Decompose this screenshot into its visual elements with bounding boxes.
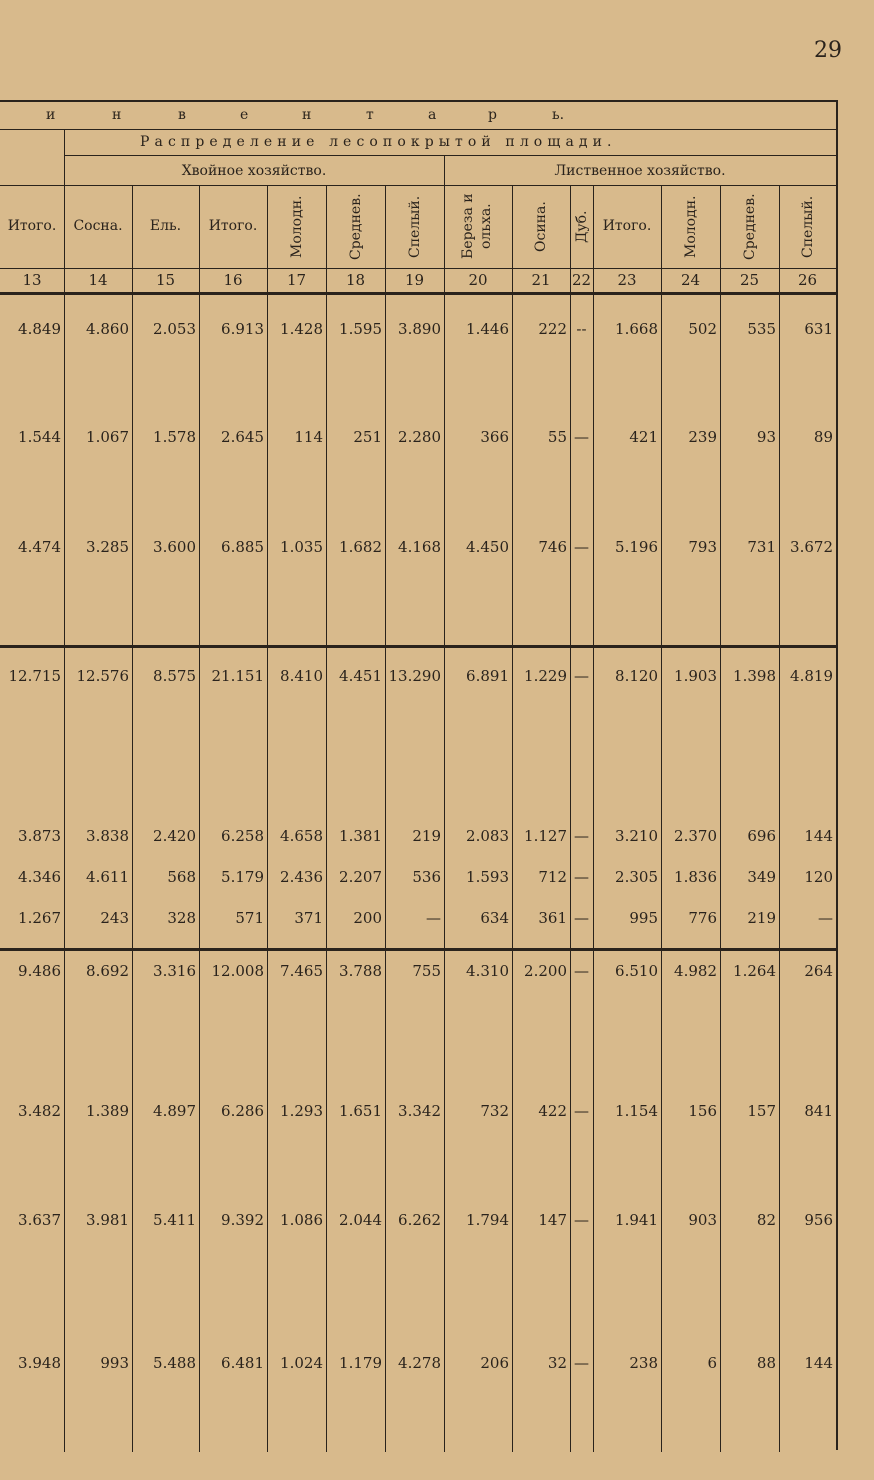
table-cell: 6.258 xyxy=(221,827,264,845)
table-cell: 841 xyxy=(804,1102,833,1120)
table-cell: 1.682 xyxy=(339,538,382,556)
table-cell: 1.067 xyxy=(86,428,129,446)
table-cell: 4.658 xyxy=(280,827,323,845)
column-label: Молодн. xyxy=(682,195,699,258)
table-cell: -- xyxy=(576,320,587,338)
table-cell: 2.053 xyxy=(153,320,196,338)
table-cell: 571 xyxy=(235,909,264,927)
table-cell: 264 xyxy=(804,962,833,980)
column-label: Молодн. xyxy=(288,195,305,258)
table-cell: 4.310 xyxy=(466,962,509,980)
table-cell: 4.474 xyxy=(18,538,61,556)
table-cell: 3.873 xyxy=(18,827,61,845)
table-cell: — xyxy=(574,1354,589,1372)
column-label: Дуб. xyxy=(573,210,590,243)
title-letter: ь. xyxy=(552,107,565,123)
table-cell: 200 xyxy=(353,909,382,927)
table-cell: 366 xyxy=(480,428,509,446)
table-cell: 361 xyxy=(538,909,567,927)
table-cell: 2.200 xyxy=(524,962,567,980)
table-cell: 144 xyxy=(804,827,833,845)
table-cell: 13.290 xyxy=(388,667,441,685)
column-label: Итого. xyxy=(7,218,57,234)
table-cell: 3.948 xyxy=(18,1354,61,1372)
section-divider xyxy=(0,645,836,648)
title-letter: т xyxy=(366,107,374,123)
table-cell: 1.544 xyxy=(18,428,61,446)
table-cell: 206 xyxy=(480,1354,509,1372)
column-rule xyxy=(661,185,662,1452)
rule-group xyxy=(0,185,836,186)
table-cell: 746 xyxy=(538,538,567,556)
table-cell: 3.342 xyxy=(398,1102,441,1120)
table-cell: 4.278 xyxy=(398,1354,441,1372)
column-number: 22 xyxy=(571,271,592,289)
table-cell: 1.179 xyxy=(339,1354,382,1372)
column-rule xyxy=(779,185,780,1452)
table-cell: 421 xyxy=(629,428,658,446)
table-cell: 696 xyxy=(747,827,776,845)
table-cell: 4.860 xyxy=(86,320,129,338)
table-cell: 2.280 xyxy=(398,428,441,446)
table-cell: 1.293 xyxy=(280,1102,323,1120)
table-cell: 349 xyxy=(747,868,776,886)
table-cell: 4.450 xyxy=(466,538,509,556)
table-cell: 4.611 xyxy=(86,868,129,886)
table-cell: 1.389 xyxy=(86,1102,129,1120)
table-cell: 3.637 xyxy=(18,1211,61,1229)
table-cell: 144 xyxy=(804,1354,833,1372)
column-label: Среднев. xyxy=(741,193,758,260)
table-cell: 755 xyxy=(412,962,441,980)
table-cell: 6.891 xyxy=(466,667,509,685)
table-cell: 238 xyxy=(629,1354,658,1372)
table-cell: 5.196 xyxy=(615,538,658,556)
table-cell: 2.436 xyxy=(280,868,323,886)
table-cell: 3.981 xyxy=(86,1211,129,1229)
table-cell: 1.794 xyxy=(466,1211,509,1229)
title-letter: в xyxy=(178,107,186,123)
column-rule xyxy=(267,185,268,1452)
table-cell: 3.838 xyxy=(86,827,129,845)
title-letter: н xyxy=(302,107,312,123)
column-number: 13 xyxy=(22,271,42,289)
table-cell: 3.210 xyxy=(615,827,658,845)
column-number: 20 xyxy=(468,271,488,289)
table-cell: 2.420 xyxy=(153,827,196,845)
rule-labels xyxy=(0,268,836,269)
table-cell: 1.903 xyxy=(674,667,717,685)
table-cell: — xyxy=(574,1102,589,1120)
column-number: 16 xyxy=(223,271,243,289)
table-cell: 6 xyxy=(707,1354,717,1372)
table-cell: — xyxy=(574,827,589,845)
table-cell: 371 xyxy=(294,909,323,927)
table-cell: 1.595 xyxy=(339,320,382,338)
table-cell: 2.305 xyxy=(615,868,658,886)
table-cell: 1.651 xyxy=(339,1102,382,1120)
table-cell: 2.645 xyxy=(221,428,264,446)
table-cell: 995 xyxy=(629,909,658,927)
table-cell: 5.488 xyxy=(153,1354,196,1372)
rule-colnums xyxy=(0,292,836,295)
table-cell: 1.941 xyxy=(615,1211,658,1229)
table-cell: 114 xyxy=(294,428,323,446)
table-cell: 4.897 xyxy=(153,1102,196,1120)
title-letter: а xyxy=(428,107,437,123)
table-cell: — xyxy=(574,538,589,556)
table-cell: 4.819 xyxy=(790,667,833,685)
table-cell: 2.083 xyxy=(466,827,509,845)
table-cell: 243 xyxy=(100,909,129,927)
table-cell: 731 xyxy=(747,538,776,556)
column-label: Сосна. xyxy=(73,218,123,234)
table-cell: 55 xyxy=(547,428,567,446)
column-number: 26 xyxy=(797,271,818,289)
table-cell: 32 xyxy=(547,1354,567,1372)
table-cell: 903 xyxy=(688,1211,717,1229)
table-cell: 88 xyxy=(756,1354,776,1372)
table-cell: 8.692 xyxy=(86,962,129,980)
column-label: Спелый. xyxy=(799,195,816,258)
table-cell: 1.264 xyxy=(733,962,776,980)
table-cell: 5.411 xyxy=(153,1211,196,1229)
title-letter: е xyxy=(240,107,249,123)
table-cell: 93 xyxy=(756,428,776,446)
table-cell: 120 xyxy=(804,868,833,886)
table-cell: 6.262 xyxy=(398,1211,441,1229)
table-cell: — xyxy=(574,909,589,927)
table-cell: 222 xyxy=(538,320,567,338)
table-cell: 993 xyxy=(100,1354,129,1372)
column-label: Среднев. xyxy=(347,193,364,260)
table-cell: 4.346 xyxy=(18,868,61,886)
table-cell: 1.035 xyxy=(280,538,323,556)
table-cell: — xyxy=(818,909,833,927)
table-cell: 239 xyxy=(688,428,717,446)
table-cell: 219 xyxy=(412,827,441,845)
column-label: Ель. xyxy=(149,218,182,234)
column-rule xyxy=(512,185,513,1452)
table-cell: 1.398 xyxy=(733,667,776,685)
table-cell: 156 xyxy=(688,1102,717,1120)
column-rule xyxy=(570,185,571,1452)
table-cell: 157 xyxy=(747,1102,776,1120)
table-cell: 12.576 xyxy=(76,667,129,685)
column-label: Осина. xyxy=(533,201,549,252)
table-cell: 1.267 xyxy=(18,909,61,927)
group-deciduous: Лиственное хозяйство. xyxy=(554,163,726,179)
table-cell: 82 xyxy=(756,1211,776,1229)
table-cell: 2.207 xyxy=(339,868,382,886)
column-rule xyxy=(326,185,327,1452)
page-number: 29 xyxy=(814,38,842,63)
table-cell: 1.428 xyxy=(280,320,323,338)
table-cell: 3.600 xyxy=(153,538,196,556)
column-rule xyxy=(132,185,133,1452)
table-cell: 328 xyxy=(167,909,196,927)
table-cell: 2.044 xyxy=(339,1211,382,1229)
column-rule xyxy=(720,185,721,1452)
table-cell: 4.849 xyxy=(18,320,61,338)
title-letter: р xyxy=(488,107,497,123)
table-cell: — xyxy=(574,1211,589,1229)
rule-subtitle xyxy=(64,155,836,156)
table-cell: 422 xyxy=(538,1102,567,1120)
table-cell: 1.154 xyxy=(615,1102,658,1120)
column-rule xyxy=(385,185,386,1452)
table-cell: 1.668 xyxy=(615,320,658,338)
column-label: Итого. xyxy=(602,218,652,234)
table-cell: 634 xyxy=(480,909,509,927)
table-cell: 1.127 xyxy=(524,827,567,845)
table-cell: 6.885 xyxy=(221,538,264,556)
table-cell: 3.788 xyxy=(339,962,382,980)
table-cell: 4.451 xyxy=(339,667,382,685)
column-number: 23 xyxy=(617,271,637,289)
table-cell: 219 xyxy=(747,909,776,927)
table-cell: 8.410 xyxy=(280,667,323,685)
column-number: 14 xyxy=(88,271,108,289)
column-rule xyxy=(444,155,445,1452)
table-cell: 2.370 xyxy=(674,827,717,845)
table-cell: — xyxy=(574,962,589,980)
table-cell: 535 xyxy=(747,320,776,338)
table-cell: 9.486 xyxy=(18,962,61,980)
table-cell: 6.913 xyxy=(221,320,264,338)
table-cell: 568 xyxy=(167,868,196,886)
table-cell: 732 xyxy=(480,1102,509,1120)
table-cell: 1.593 xyxy=(466,868,509,886)
column-label: Итого. xyxy=(208,218,258,234)
table-cell: 712 xyxy=(538,868,567,886)
title-letter: н xyxy=(112,107,122,123)
table-cell: — xyxy=(426,909,441,927)
table-cell: 3.890 xyxy=(398,320,441,338)
column-number: 25 xyxy=(739,271,760,289)
group-conifer: Хвойное хозяйство. xyxy=(181,163,327,179)
table-cell: 21.151 xyxy=(211,667,264,685)
table-cell: 8.575 xyxy=(153,667,196,685)
table-cell: 12.008 xyxy=(211,962,264,980)
table-cell: 1.229 xyxy=(524,667,567,685)
table-cell: 793 xyxy=(688,538,717,556)
table-cell: 147 xyxy=(538,1211,567,1229)
table-cell: 89 xyxy=(813,428,833,446)
table-cell: 3.316 xyxy=(153,962,196,980)
table-cell: 9.392 xyxy=(221,1211,264,1229)
table-cell: 956 xyxy=(804,1211,833,1229)
rule-title xyxy=(0,129,836,130)
column-number: 21 xyxy=(531,271,551,289)
table-cell: 631 xyxy=(804,320,833,338)
table-cell: 7.465 xyxy=(280,962,323,980)
table-cell: 502 xyxy=(688,320,717,338)
table-cell: — xyxy=(574,428,589,446)
column-number: 18 xyxy=(345,271,366,289)
column-label: Спелый. xyxy=(406,195,423,258)
table-cell: 4.982 xyxy=(674,962,717,980)
table-cell: 3.285 xyxy=(86,538,129,556)
table-cell: 8.120 xyxy=(615,667,658,685)
column-rule xyxy=(593,185,594,1452)
column-rule xyxy=(199,185,200,1452)
table-cell: 776 xyxy=(688,909,717,927)
title-letter: и xyxy=(46,107,56,123)
table-cell: 1.381 xyxy=(339,827,382,845)
inventory-table xyxy=(0,100,838,1450)
table-cell: 6.286 xyxy=(221,1102,264,1120)
column-number: 17 xyxy=(286,271,307,289)
table-cell: — xyxy=(574,667,589,685)
column-number: 24 xyxy=(680,271,701,289)
column-number: 15 xyxy=(155,271,176,289)
column-number: 19 xyxy=(404,271,425,289)
table-cell: 6.481 xyxy=(221,1354,264,1372)
table-cell: — xyxy=(574,868,589,886)
table-cell: 251 xyxy=(353,428,382,446)
table-cell: 4.168 xyxy=(398,538,441,556)
section-divider xyxy=(0,948,836,951)
column-label: Береза и ольха. xyxy=(460,193,494,260)
table-cell: 1.578 xyxy=(153,428,196,446)
table-cell: 1.836 xyxy=(674,868,717,886)
table-cell: 3.482 xyxy=(18,1102,61,1120)
table-cell: 536 xyxy=(412,868,441,886)
table-cell: 6.510 xyxy=(615,962,658,980)
table-cell: 1.446 xyxy=(466,320,509,338)
table-cell: 1.024 xyxy=(280,1354,323,1372)
table-cell: 12.715 xyxy=(8,667,61,685)
table-cell: 3.672 xyxy=(790,538,833,556)
subtitle: Распределение лесопокрытой площади. xyxy=(140,134,617,150)
table-cell: 5.179 xyxy=(221,868,264,886)
table-cell: 1.086 xyxy=(280,1211,323,1229)
